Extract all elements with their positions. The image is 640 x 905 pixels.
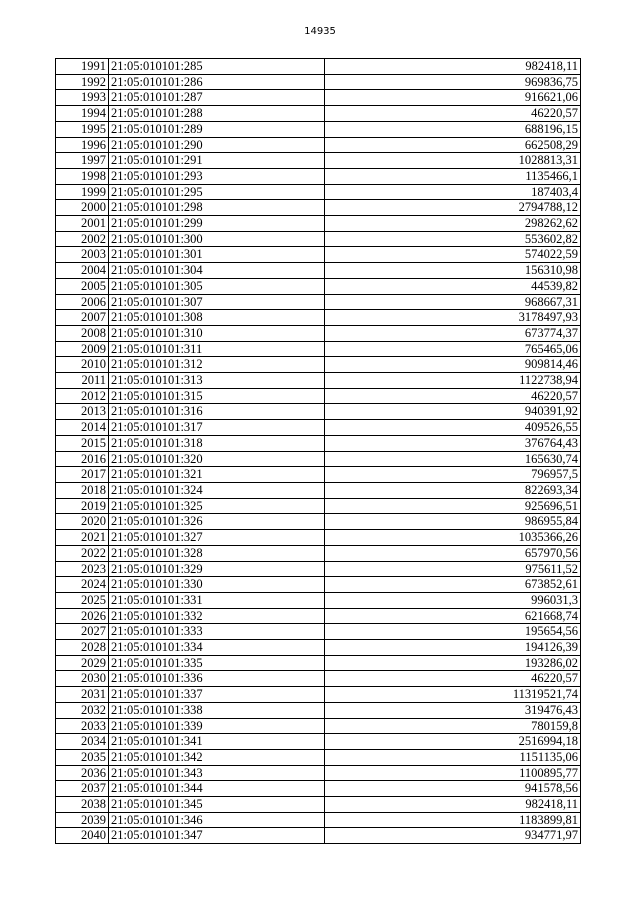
- table-row: [56, 153, 581, 169]
- row-number-cell: 2036: [56, 765, 109, 781]
- cadastral-value-cell: 968667,31: [325, 294, 581, 310]
- cadastral-number-cell: 21:05:010101:295: [109, 184, 325, 200]
- cadastral-value-cell: 2794788,12: [325, 200, 581, 216]
- cadastral-value-cell: 319476,43: [325, 702, 581, 718]
- cadastral-value-cell: 574022,59: [325, 247, 581, 263]
- table-row: [56, 624, 581, 640]
- table-row: [56, 561, 581, 577]
- cadastral-number-cell: 21:05:010101:343: [109, 765, 325, 781]
- table-row: [56, 216, 581, 232]
- table-row: [56, 121, 581, 137]
- cadastral-number-cell: 21:05:010101:325: [109, 498, 325, 514]
- row-number-cell: 2006: [56, 294, 109, 310]
- table-row: [56, 200, 581, 216]
- cadastral-number-cell: 21:05:010101:285: [109, 59, 325, 75]
- page-number: 14935: [304, 26, 336, 37]
- table-row: [56, 420, 581, 436]
- row-number-cell: 2008: [56, 325, 109, 341]
- cadastral-value-cell: 156310,98: [325, 263, 581, 279]
- row-number-cell: 2001: [56, 216, 109, 232]
- cadastral-number-cell: 21:05:010101:305: [109, 278, 325, 294]
- row-number-cell: 2012: [56, 388, 109, 404]
- cadastral-number-cell: 21:05:010101:300: [109, 231, 325, 247]
- cadastral-number-cell: 21:05:010101:311: [109, 341, 325, 357]
- cadastral-value-cell: 2516994,18: [325, 734, 581, 750]
- cadastral-value-cell: 194126,39: [325, 640, 581, 656]
- cadastral-value-cell: 941578,56: [325, 781, 581, 797]
- cadastral-number-cell: 21:05:010101:333: [109, 624, 325, 640]
- cadastral-number-cell: 21:05:010101:332: [109, 608, 325, 624]
- cadastral-value-cell: 553602,82: [325, 231, 581, 247]
- table-row: [56, 263, 581, 279]
- cadastral-number-cell: 21:05:010101:321: [109, 467, 325, 483]
- cadastral-number-cell: 21:05:010101:290: [109, 137, 325, 153]
- table-row: [56, 388, 581, 404]
- row-number-cell: 2030: [56, 671, 109, 687]
- row-number-cell: 2016: [56, 451, 109, 467]
- row-number-cell: 1995: [56, 121, 109, 137]
- table-row: [56, 278, 581, 294]
- row-number-cell: 1999: [56, 184, 109, 200]
- row-number-cell: 2033: [56, 718, 109, 734]
- cadastral-value-cell: 195654,56: [325, 624, 581, 640]
- row-number-cell: 2000: [56, 200, 109, 216]
- cadastral-number-cell: 21:05:010101:312: [109, 357, 325, 373]
- cadastral-value-cell: 46220,57: [325, 106, 581, 122]
- table-row: [56, 435, 581, 451]
- cadastral-number-cell: 21:05:010101:326: [109, 514, 325, 530]
- row-number-cell: 2029: [56, 655, 109, 671]
- table-row: [56, 514, 581, 530]
- cadastral-value-cell: 46220,57: [325, 388, 581, 404]
- table-row: [56, 608, 581, 624]
- cadastral-value-cell: 925696,51: [325, 498, 581, 514]
- row-number-cell: 1994: [56, 106, 109, 122]
- cadastral-value-cell: 46220,57: [325, 671, 581, 687]
- table-row: [56, 184, 581, 200]
- table-row: [56, 168, 581, 184]
- table-row: [56, 655, 581, 671]
- row-number-cell: 2024: [56, 577, 109, 593]
- cadastral-value-cell: 1183899,81: [325, 812, 581, 828]
- row-number-cell: 2037: [56, 781, 109, 797]
- cadastral-number-cell: 21:05:010101:329: [109, 561, 325, 577]
- cadastral-value-cell: 409526,55: [325, 420, 581, 436]
- cadastral-value-cell: 673852,61: [325, 577, 581, 593]
- table-row: [56, 294, 581, 310]
- cadastral-number-cell: 21:05:010101:298: [109, 200, 325, 216]
- table-row: [56, 498, 581, 514]
- row-number-cell: 1996: [56, 137, 109, 153]
- row-number-cell: 2017: [56, 467, 109, 483]
- table-row: [56, 734, 581, 750]
- cadastral-number-cell: 21:05:010101:339: [109, 718, 325, 734]
- cadastral-number-cell: 21:05:010101:317: [109, 420, 325, 436]
- row-number-cell: 2015: [56, 435, 109, 451]
- cadastral-value-cell: 1151135,06: [325, 749, 581, 765]
- cadastral-number-cell: 21:05:010101:344: [109, 781, 325, 797]
- table-row: [56, 687, 581, 703]
- row-number-cell: 2005: [56, 278, 109, 294]
- cadastral-number-cell: 21:05:010101:341: [109, 734, 325, 750]
- table-row: [56, 90, 581, 106]
- row-number-cell: 1991: [56, 59, 109, 75]
- table-row: [56, 702, 581, 718]
- cadastral-number-cell: 21:05:010101:330: [109, 577, 325, 593]
- row-number-cell: 2026: [56, 608, 109, 624]
- cadastral-value-cell: 187403,4: [325, 184, 581, 200]
- table-row: [56, 451, 581, 467]
- cadastral-value-cell: 986955,84: [325, 514, 581, 530]
- cadastral-value-cell: 1122738,94: [325, 373, 581, 389]
- cadastral-value-cell: 621668,74: [325, 608, 581, 624]
- cadastral-value-cell: 688196,15: [325, 121, 581, 137]
- cadastral-value-cell: 44539,82: [325, 278, 581, 294]
- row-number-cell: 1993: [56, 90, 109, 106]
- table-row: [56, 718, 581, 734]
- cadastral-number-cell: 21:05:010101:318: [109, 435, 325, 451]
- table-row: [56, 781, 581, 797]
- cadastral-number-cell: 21:05:010101:337: [109, 687, 325, 703]
- cadastral-value-cell: 193286,02: [325, 655, 581, 671]
- cadastral-value-cell: 11319521,74: [325, 687, 581, 703]
- table-row: [56, 545, 581, 561]
- cadastral-value-cell: 165630,74: [325, 451, 581, 467]
- row-number-cell: 2032: [56, 702, 109, 718]
- cadastral-number-cell: 21:05:010101:287: [109, 90, 325, 106]
- cadastral-number-cell: 21:05:010101:347: [109, 828, 325, 844]
- row-number-cell: 2027: [56, 624, 109, 640]
- row-number-cell: 2019: [56, 498, 109, 514]
- row-number-cell: 2004: [56, 263, 109, 279]
- row-number-cell: 2014: [56, 420, 109, 436]
- row-number-cell: 1998: [56, 168, 109, 184]
- cadastral-value-cell: 298262,62: [325, 216, 581, 232]
- table-row: [56, 671, 581, 687]
- row-number-cell: 2023: [56, 561, 109, 577]
- table-row: [56, 357, 581, 373]
- table-row: [56, 231, 581, 247]
- cadastral-number-cell: 21:05:010101:299: [109, 216, 325, 232]
- cadastral-value-cell: 662508,29: [325, 137, 581, 153]
- cadastral-value-cell: 780159,8: [325, 718, 581, 734]
- cadastral-number-cell: 21:05:010101:286: [109, 74, 325, 90]
- cadastral-value-cell: 996031,3: [325, 592, 581, 608]
- cadastral-value-cell: 1028813,31: [325, 153, 581, 169]
- cadastral-value-cell: 975611,52: [325, 561, 581, 577]
- cadastral-number-cell: 21:05:010101:336: [109, 671, 325, 687]
- cadastral-number-cell: 21:05:010101:301: [109, 247, 325, 263]
- cadastral-number-cell: 21:05:010101:288: [109, 106, 325, 122]
- cadastral-value-cell: 822693,34: [325, 482, 581, 498]
- cadastral-number-cell: 21:05:010101:293: [109, 168, 325, 184]
- table-row: [56, 106, 581, 122]
- table-row: [56, 828, 581, 844]
- table-row: [56, 247, 581, 263]
- cadastral-number-cell: 21:05:010101:320: [109, 451, 325, 467]
- cadastral-value-cell: 982418,11: [325, 59, 581, 75]
- table-row: [56, 404, 581, 420]
- cadastral-number-cell: 21:05:010101:327: [109, 530, 325, 546]
- cadastral-value-cell: 1100895,77: [325, 765, 581, 781]
- cadastral-number-cell: 21:05:010101:346: [109, 812, 325, 828]
- cadastral-number-cell: 21:05:010101:345: [109, 797, 325, 813]
- row-number-cell: 2013: [56, 404, 109, 420]
- cadastral-number-cell: 21:05:010101:307: [109, 294, 325, 310]
- cadastral-number-cell: 21:05:010101:313: [109, 373, 325, 389]
- cadastral-number-cell: 21:05:010101:315: [109, 388, 325, 404]
- row-number-cell: 2038: [56, 797, 109, 813]
- cadastral-value-cell: 765465,06: [325, 341, 581, 357]
- table-row: [56, 812, 581, 828]
- row-number-cell: 2020: [56, 514, 109, 530]
- row-number-cell: 2009: [56, 341, 109, 357]
- cadastral-value-cell: 1135466,1: [325, 168, 581, 184]
- table-row: [56, 592, 581, 608]
- cadastral-value-cell: 934771,97: [325, 828, 581, 844]
- table-row: [56, 530, 581, 546]
- table-row: [56, 373, 581, 389]
- cadastral-value-cell: 657970,56: [325, 545, 581, 561]
- table-row: [56, 482, 581, 498]
- row-number-cell: 2028: [56, 640, 109, 656]
- cadastral-number-cell: 21:05:010101:316: [109, 404, 325, 420]
- row-number-cell: 2011: [56, 373, 109, 389]
- cadastral-number-cell: 21:05:010101:308: [109, 310, 325, 326]
- row-number-cell: 2040: [56, 828, 109, 844]
- cadastral-number-cell: 21:05:010101:342: [109, 749, 325, 765]
- table-row: [56, 310, 581, 326]
- table-row: [56, 467, 581, 483]
- cadastral-number-cell: 21:05:010101:304: [109, 263, 325, 279]
- cadastral-number-cell: 21:05:010101:324: [109, 482, 325, 498]
- cadastral-number-cell: 21:05:010101:335: [109, 655, 325, 671]
- row-number-cell: 2039: [56, 812, 109, 828]
- table-body: [56, 59, 581, 844]
- row-number-cell: 2018: [56, 482, 109, 498]
- table-row: [56, 797, 581, 813]
- row-number-cell: 1992: [56, 74, 109, 90]
- cadastral-value-cell: 916621,06: [325, 90, 581, 106]
- cadastral-value-cell: 673774,37: [325, 325, 581, 341]
- cadastral-value-cell: 969836,75: [325, 74, 581, 90]
- cadastral-value-cell: 1035366,26: [325, 530, 581, 546]
- table-row: [56, 577, 581, 593]
- cadastral-value-cell: 940391,92: [325, 404, 581, 420]
- row-number-cell: 2035: [56, 749, 109, 765]
- cadastral-value-cell: 796957,5: [325, 467, 581, 483]
- row-number-cell: 2010: [56, 357, 109, 373]
- row-number-cell: 2025: [56, 592, 109, 608]
- row-number-cell: 2022: [56, 545, 109, 561]
- cadastral-number-cell: 21:05:010101:338: [109, 702, 325, 718]
- cadastral-value-cell: 909814,46: [325, 357, 581, 373]
- cadastral-number-cell: 21:05:010101:331: [109, 592, 325, 608]
- table-row: [56, 341, 581, 357]
- row-number-cell: 2002: [56, 231, 109, 247]
- row-number-cell: 2031: [56, 687, 109, 703]
- row-number-cell: 2007: [56, 310, 109, 326]
- table-row: [56, 749, 581, 765]
- cadastral-value-cell: 982418,11: [325, 797, 581, 813]
- table-row: [56, 765, 581, 781]
- table-row: [56, 74, 581, 90]
- cadastral-value-cell: 3178497,93: [325, 310, 581, 326]
- row-number-cell: 2034: [56, 734, 109, 750]
- row-number-cell: 2003: [56, 247, 109, 263]
- cadastral-number-cell: 21:05:010101:328: [109, 545, 325, 561]
- table-row: [56, 59, 581, 75]
- cadastral-number-cell: 21:05:010101:289: [109, 121, 325, 137]
- cadastral-number-cell: 21:05:010101:310: [109, 325, 325, 341]
- table-row: [56, 137, 581, 153]
- cadastral-number-cell: 21:05:010101:291: [109, 153, 325, 169]
- cadastral-value-table: [55, 58, 581, 844]
- cadastral-number-cell: 21:05:010101:334: [109, 640, 325, 656]
- row-number-cell: 1997: [56, 153, 109, 169]
- cadastral-value-cell: 376764,43: [325, 435, 581, 451]
- row-number-cell: 2021: [56, 530, 109, 546]
- table-row: [56, 325, 581, 341]
- table-row: [56, 640, 581, 656]
